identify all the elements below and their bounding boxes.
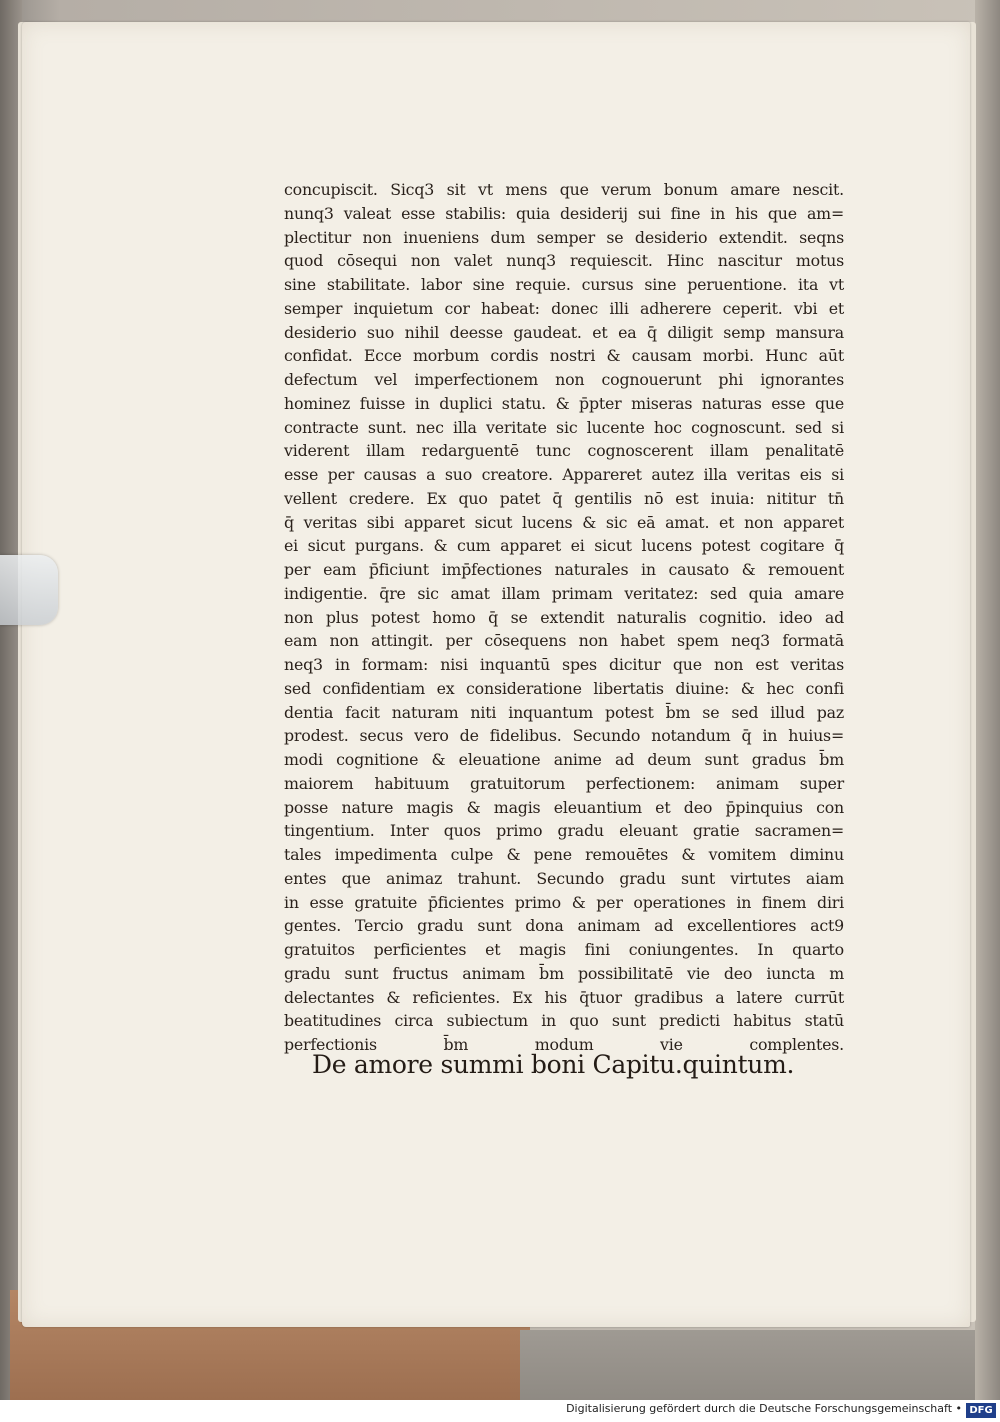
text-line: dentia facit naturam niti inquantum potest b̄m se sed illud paz: [284, 702, 844, 722]
text-line: gentes. Tercio gradu sunt dona animam ad excellentiores act9: [284, 916, 844, 936]
body-text: [284, 178, 844, 1057]
text-line: gradu sunt fructus animam b̄m possibilitatē vie deo iuncta m: [284, 963, 844, 983]
text-line: vellent credere. Ex quo patet q̄ gentilis nō est inuia: nititur tn̄: [284, 488, 844, 508]
text-line: hominez fuisse in duplici statu. & p̄pter miseras naturas esse que: [284, 393, 844, 413]
dfg-logo: DFG: [966, 1403, 996, 1418]
text-line: confidat. Ecce morbum cordis nostri & causam morbi. Hunc aūt: [284, 346, 844, 366]
text-line: indigentie. q̄re sic amat illam primam veritatez: sed quia amare: [284, 583, 844, 603]
text-line: prodest. secus vero de fidelibus. Secundo notandum q̄ in huius=: [284, 726, 844, 746]
text-line: eam non attingit. per cōsequens non habet spem neq3 formatā: [284, 631, 844, 651]
book-page: [22, 22, 970, 1327]
text-line: desiderio suo nihil deesse gaudeat. et ea q̄ diligit semp mansura: [284, 322, 844, 342]
text-line: nunq3 valeat esse stabilis: quia desiderij sui fine in his que am=: [284, 203, 844, 223]
text-line: per eam p̄ficiunt imp̄fectiones naturales in causato & remouent: [284, 560, 844, 579]
text-line: gratuitos perficientes et magis fini coniungentes. In quarto: [284, 940, 844, 959]
text-line: tales impedimenta culpe & pene remouētes & vomitem diminu: [284, 845, 844, 864]
text-line: quod cōsequi non valet nunq3 requiescit. Hinc nascitur motus: [284, 251, 844, 271]
text-line: in esse gratuite p̄ficientes primo & per operationes in finem diri: [284, 892, 844, 912]
text-line: sine stabilitate. labor sine requie. cursus sine peruentione. ita vt: [284, 275, 844, 294]
text-line: concupiscit. Sicq3 sit vt mens que verum bonum amare nescit.: [284, 180, 844, 199]
text-line: plectitur non inueniens dum semper se desiderio extendit. seqns: [284, 227, 844, 247]
page-clip: [0, 555, 58, 625]
text-line: viderent illam redarguentē tunc cognoscerent illam penalitatē: [284, 441, 844, 461]
digitization-credit: Digitalisierung gefördert durch die Deutsche Forschungsgemeinschaft •: [566, 1402, 962, 1415]
text-line: modi cognitione & eleuatione anime ad deum sunt gradus b̄m: [284, 750, 844, 769]
text-line: posse nature magis & magis eleuantium et deo p̄pinquius con: [284, 797, 844, 817]
chapter-heading: De amore summi boni Capitu.quintum.: [312, 1050, 795, 1079]
text-line: entes que animaz trahunt. Secundo gradu sunt virtutes aiam: [284, 868, 844, 888]
text-line: esse per causas a suo creatore. Appareret autez illa veritas eis si: [284, 465, 844, 484]
text-line: semper inquietum cor habeat: donec illi adherere ceperit. vbi et: [284, 298, 844, 318]
text-line: q̄ veritas sibi apparet sicut lucens & sic eā amat. et non apparet: [284, 512, 844, 532]
text-line: contracte sunt. nec illa veritate sic lucente hoc cognoscunt. sed si: [284, 417, 844, 437]
text-line: defectum vel imperfectionem non cognouerunt phi ignorantes: [284, 370, 844, 389]
text-line: beatitudines circa subiectum in quo sunt predicti habitus statū: [284, 1011, 844, 1031]
text-line: neq3 in formam: nisi inquantū spes dicitur que non est veritas: [284, 655, 844, 674]
text-line: maiorem habituum gratuitorum perfectionem: animam super: [284, 773, 844, 793]
text-line: ei sicut purgans. & cum apparet ei sicut lucens potest cogitare q̄: [284, 536, 844, 556]
text-line: tingentium. Inter quos primo gradu eleuant gratie sacramen=: [284, 821, 844, 841]
text-line: non plus potest homo q̄ se extendit naturalis cognitio. ideo ad: [284, 607, 844, 627]
text-line: sed confidentiam ex consideratione libertatis diuine: & hec confi: [284, 678, 844, 698]
binding-bottom: [520, 1330, 1000, 1400]
right-binding: [975, 0, 1000, 1400]
text-line: delectantes & reficientes. Ex his q̄tuor gradibus a latere currūt: [284, 987, 844, 1007]
text-line: perfectionis b̄m modum vie complentes.: [284, 1035, 844, 1054]
